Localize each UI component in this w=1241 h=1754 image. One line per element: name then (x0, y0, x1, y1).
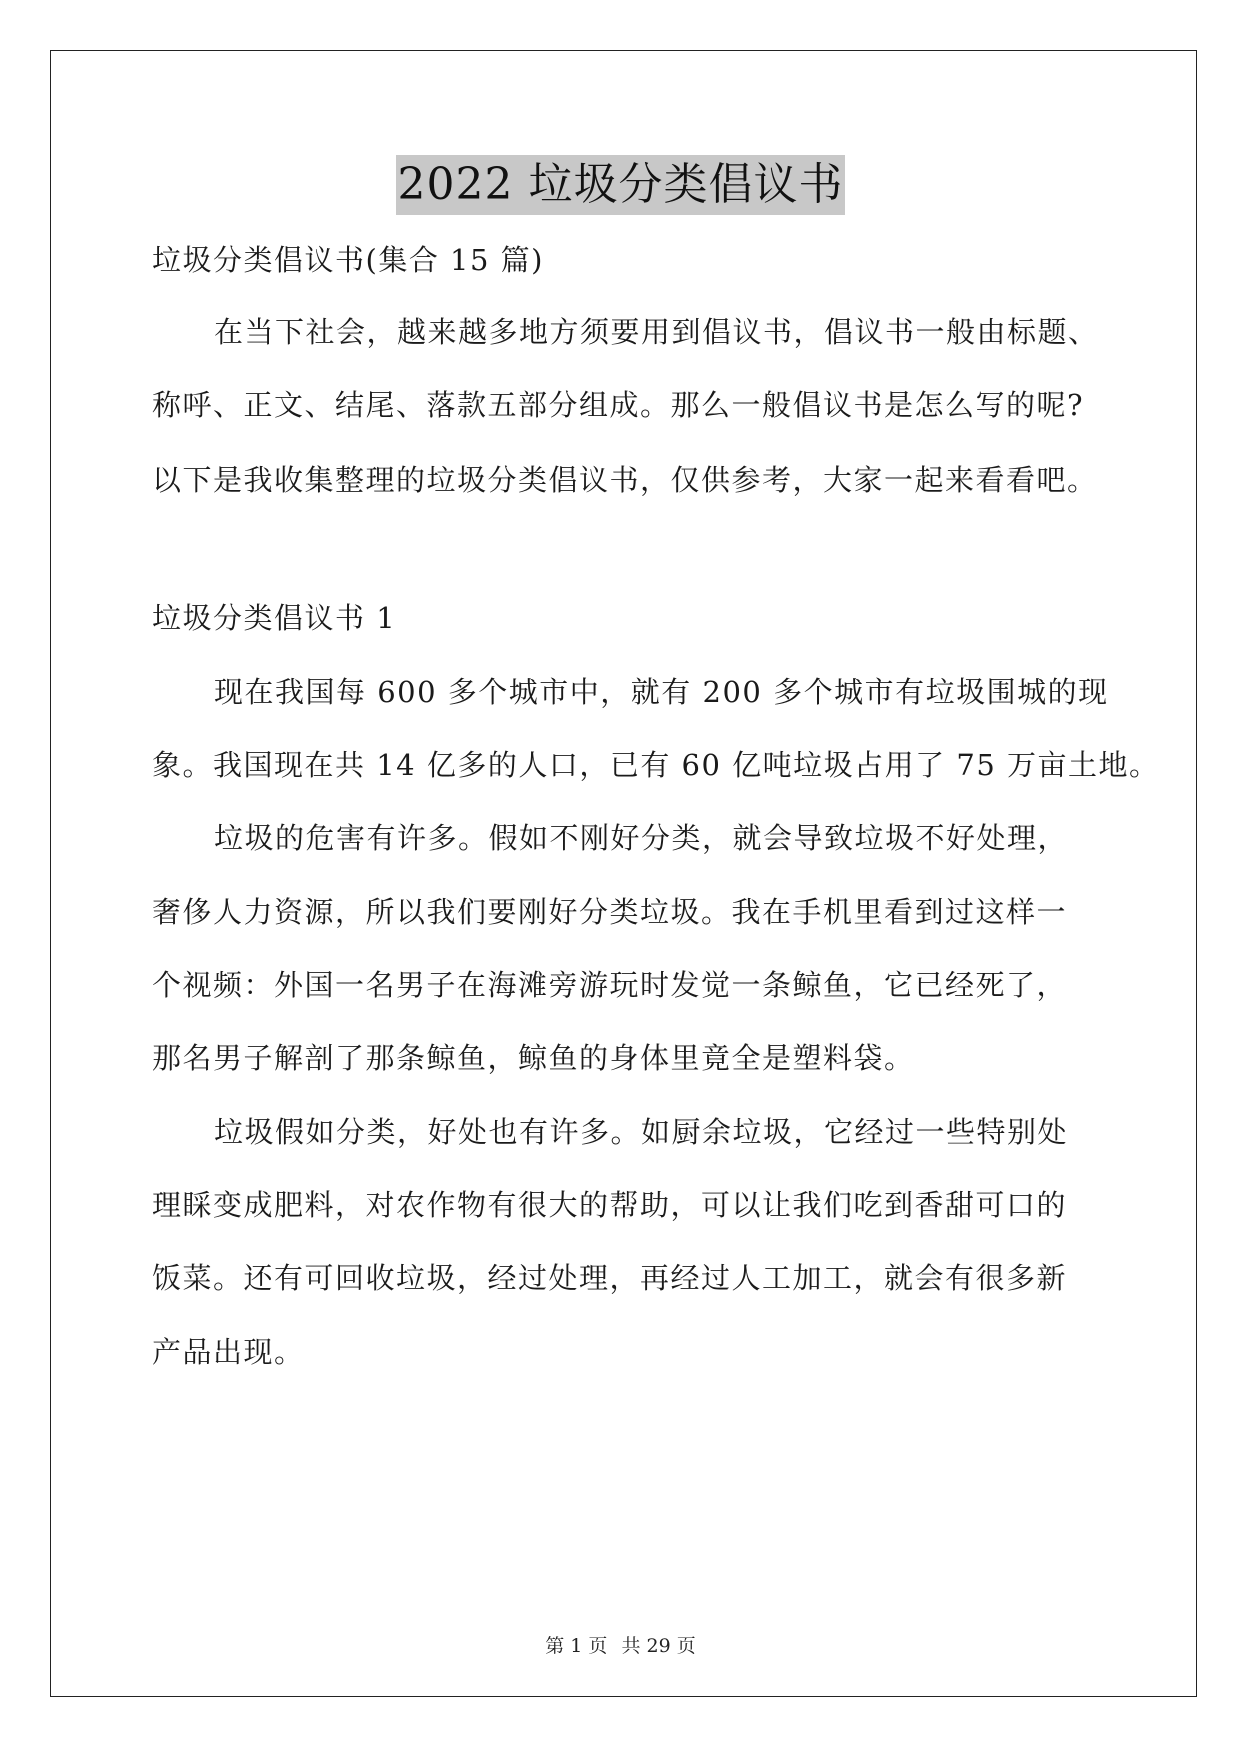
document-title: 2022 垃圾分类倡议书 (396, 155, 846, 215)
section-heading: 垃圾分类倡议书 1 (152, 601, 397, 635)
body-line: 垃圾假如分类，好处也有许多。如厨余垃圾，它经过一些特别处 (214, 1115, 1069, 1149)
body-line: 饭菜。还有可回收垃圾，经过处理，再经过人工加工，就会有很多新 (152, 1261, 1068, 1295)
page-footer (0, 1634, 1241, 1658)
body-line: 现在我国每 600 多个城市中，就有 200 多个城市有垃圾围城的现 (214, 675, 1109, 709)
title-container (0, 155, 1241, 215)
body-line: 产品出现。 (152, 1335, 305, 1369)
page-total: 共 29 页 (621, 1635, 696, 1657)
body-line: 奢侈人力资源，所以我们要刚好分类垃圾。我在手机里看到过这样一 (152, 895, 1068, 929)
body-line: 理睬变成肥料，对农作物有很大的帮助，可以让我们吃到香甜可口的 (152, 1188, 1068, 1222)
body-line: 那名男子解剖了那条鲸鱼，鲸鱼的身体里竟全是塑料袋。 (152, 1041, 915, 1075)
body-line: 个视频：外国一名男子在海滩旁游玩时发觉一条鲸鱼，它已经死了， (152, 968, 1068, 1002)
page-border (50, 50, 1197, 1697)
intro-line: 在当下社会，越来越多地方须要用到倡议书，倡议书一般由标题、 (214, 315, 1099, 349)
body-line: 象。我国现在共 14 亿多的人口，已有 60 亿吨垃圾占用了 75 万亩土地。 (152, 748, 1160, 782)
intro-line: 以下是我收集整理的垃圾分类倡议书，仅供参考，大家一起来看看吧。 (152, 463, 1098, 497)
intro-line: 称呼、正文、结尾、落款五部分组成。那么一般倡议书是怎么写的呢? (152, 388, 1085, 422)
page-number: 第 1 页 (545, 1635, 608, 1657)
document-subtitle: 垃圾分类倡议书(集合 15 篇) (152, 243, 544, 277)
body-line: 垃圾的危害有许多。假如不刚好分类，就会导致垃圾不好处理， (214, 821, 1069, 855)
